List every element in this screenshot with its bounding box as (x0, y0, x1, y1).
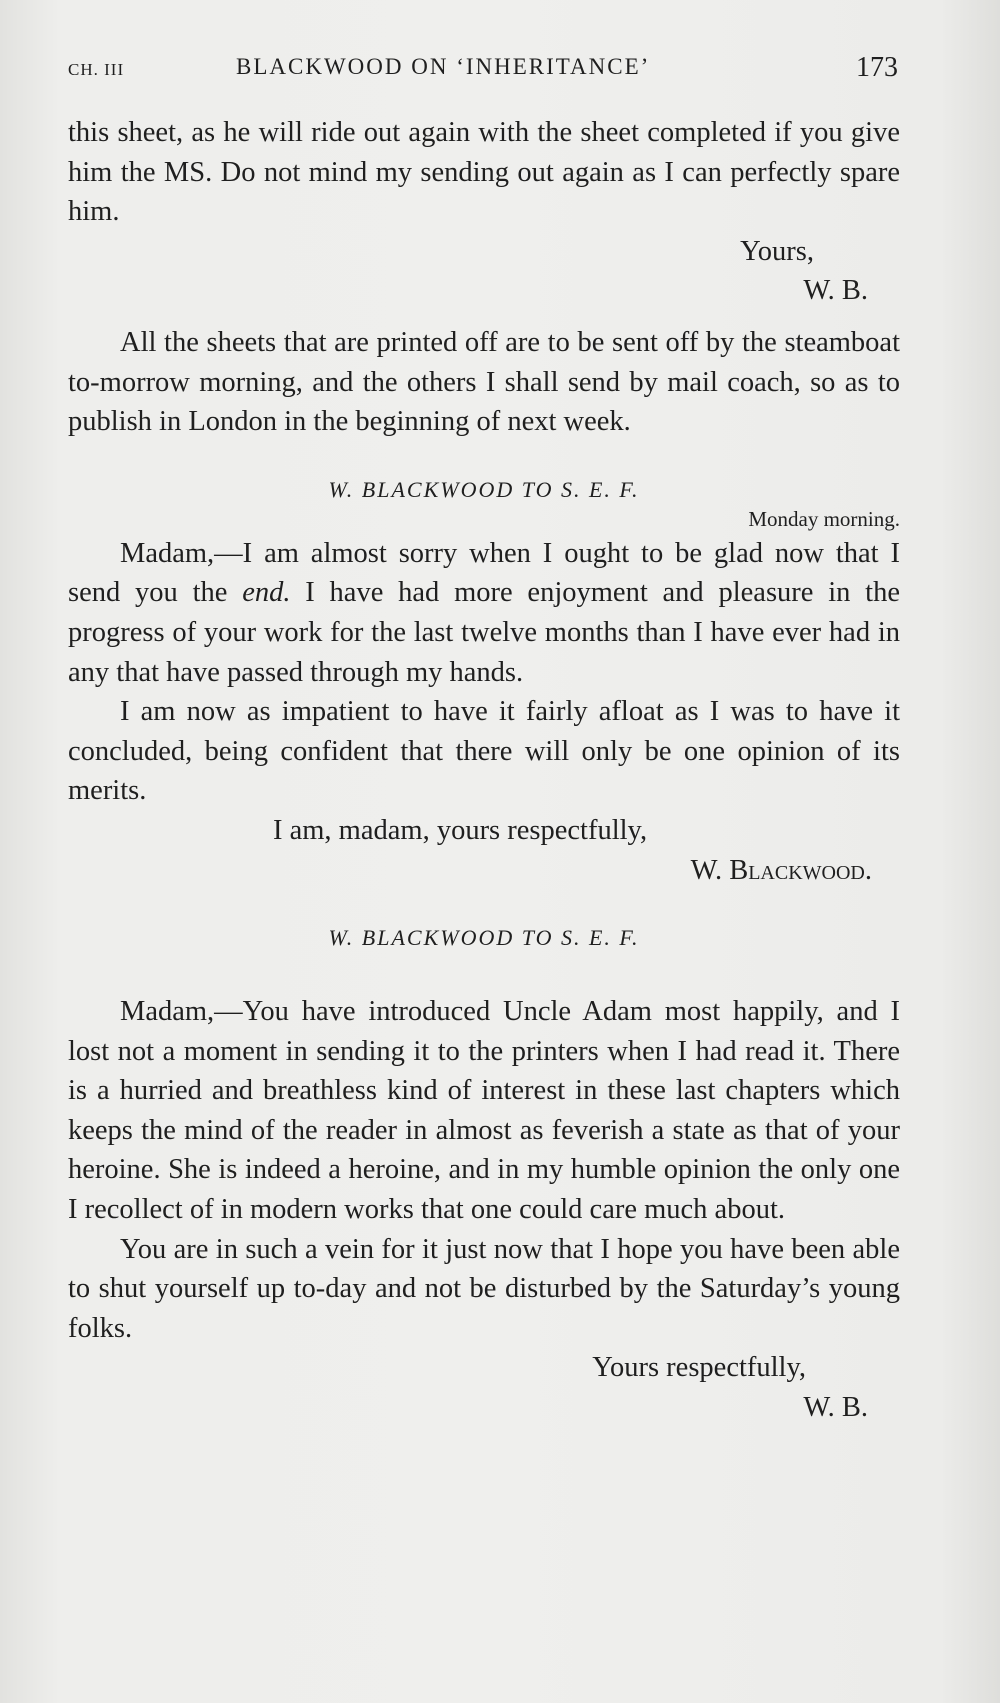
running-head (68, 52, 898, 92)
letter-sign-off: Yours, (740, 235, 814, 267)
letter-dateline: Monday morning. (748, 506, 900, 531)
editorial-note: All the sheets that are printed off are to be sent off by the steamboat to-morrow morning, and the others I shall send by mail coach, so as to publish in London in the beginning of next week. (68, 326, 900, 438)
letter-paragraph: You are in such a vein for it just now that I hope you have been able to shut yourself up to-day and not be disturbed by the Saturday’s young folks. (68, 1233, 900, 1344)
letter-continuation-paragraph: this sheet, as he will ride out again with the sheet completed if you give him the MS. Do not mind my sending out again as I can perfectly spare him. (68, 117, 900, 228)
letter-signature: W. Blackwood. (690, 854, 872, 886)
letter-sign-off: Yours respectfully, (592, 1352, 806, 1384)
letter-signature: W. B. (803, 275, 868, 307)
chapter-label: CH. III (68, 60, 125, 79)
letter-paragraph: I am now as impatient to have it fairly afloat as I was to have it concluded, being confident that there will only be one opinion of its merits. (68, 696, 900, 807)
letter-heading: W. BLACKWOOD TO S. E. F. (328, 476, 640, 502)
letter-heading: W. BLACKWOOD TO S. E. F. (328, 925, 640, 951)
page-number: 173 (856, 52, 898, 83)
page-body (68, 113, 900, 1428)
letter-closing: I am, madam, yours respectfully, (273, 814, 648, 846)
letter-signature: W. B. (803, 1392, 868, 1424)
running-title: BLACKWOOD ON ‘INHERITANCE’ (236, 54, 651, 79)
emphasized-word: end. (242, 577, 291, 609)
letter-text: I have had more enjoyment and pleasure in the progress of your work for the last twelve months than I have ever had in any that have passed through my hands. (68, 577, 900, 688)
letter-paragraph: Madam,—You have introduced Uncle Adam most happily, and I lost not a moment in sending it to the printers when I had read it. There is a hurried and breathless kind of interest in these last chapters which keeps the mind of the reader in almost as feverish a state as that of your heroine. She is indeed a heroine, and in my humble opinion the only one I recollect of in modern works that one could care much about. (68, 996, 900, 1226)
letter-paragraph (68, 534, 900, 692)
letter-text: Madam,—I am almost sorry when I ought to be glad now that I send you the (68, 537, 900, 609)
